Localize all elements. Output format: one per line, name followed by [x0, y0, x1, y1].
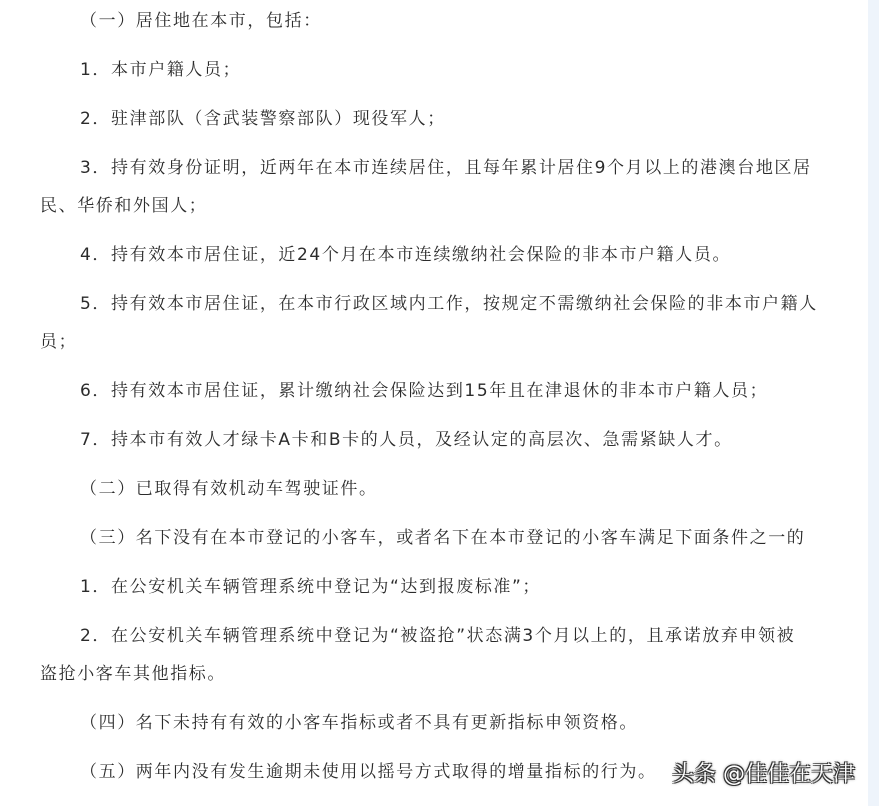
right-edge-strip: [868, 0, 879, 806]
paragraph: [40, 519, 840, 557]
paragraph-line: 6．持有效本市居住证，累计缴纳社会保险达到15年且在津退休的非本市户籍人员；: [80, 381, 769, 401]
paragraph-line: （三）名下没有在本市登记的小客车，或者名下在本市登记的小客车满足下面条件之一的: [80, 528, 806, 548]
paragraph-line: 5．持有效本市居住证，在本市行政区域内工作，按规定不需缴纳社会保险的非本市户籍人: [80, 294, 818, 314]
watermark: 头条 @佳佳在天津: [672, 762, 855, 787]
paragraph-line: （一）居住地在本市，包括：: [80, 11, 322, 31]
paragraph: [40, 372, 840, 410]
paragraph: [40, 100, 840, 138]
paragraph-line: 2．在公安机关车辆管理系统中登记为“被盗抢”状态满3个月以上的，且承诺放弃申领被: [80, 626, 796, 646]
paragraph: [40, 236, 840, 274]
paragraph-line: 1．在公安机关车辆管理系统中登记为“达到报废标准”；: [80, 577, 542, 597]
paragraph: [40, 2, 840, 40]
paragraph: [40, 704, 840, 742]
document-body: [40, 2, 840, 802]
paragraph-line: 4．持有效本市居住证，近24个月在本市连续缴纳社会保险的非本市户籍人员。: [80, 245, 732, 265]
paragraph: [40, 568, 840, 606]
paragraph: [40, 285, 840, 361]
paragraph-line: （二）已取得有效机动车驾驶证件。: [80, 479, 378, 499]
paragraph-line: 盗抢小客车其他指标。: [40, 664, 226, 684]
paragraph-line: 7．持本市有效人才绿卡A卡和B卡的人员，及经认定的高层次、急需紧缺人才。: [80, 430, 733, 450]
paragraph-line: （五）两年内没有发生逾期未使用以摇号方式取得的增量指标的行为。: [80, 762, 657, 782]
paragraph-line: （四）名下未持有有效的小客车指标或者不具有更新指标申领资格。: [80, 713, 638, 733]
paragraph: [40, 470, 840, 508]
paragraph: [40, 617, 840, 693]
paragraph: [40, 51, 840, 89]
paragraph-line: 1．本市户籍人员；: [80, 60, 242, 80]
paragraph-line: 员；: [40, 332, 78, 352]
paragraph-line: 民、华侨和外国人；: [40, 196, 208, 216]
paragraph-line: 3．持有效身份证明，近两年在本市连续居住，且每年累计居住9个月以上的港澳台地区居: [80, 158, 812, 178]
paragraph: [40, 421, 840, 459]
paragraph-line: 2．驻津部队（含武装警察部队）现役军人；: [80, 109, 446, 129]
paragraph: [40, 149, 840, 225]
